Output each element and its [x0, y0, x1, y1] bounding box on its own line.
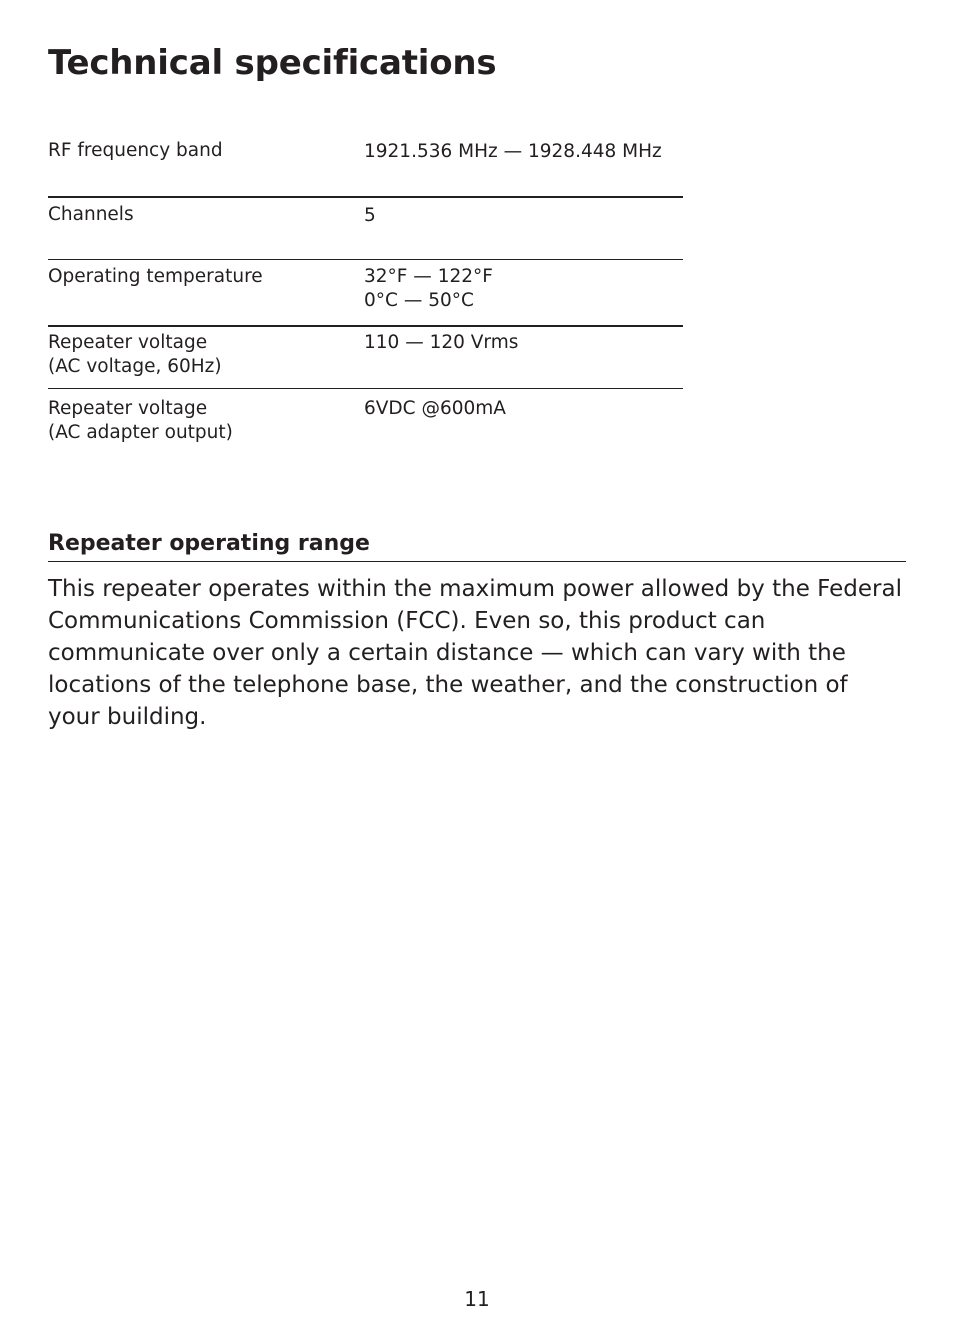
spec-value: 32°F — 122°F 0°C — 50°C: [364, 266, 493, 311]
spec-label: Repeater voltage (AC voltage, 60Hz): [48, 332, 222, 377]
spec-label: Repeater voltage (AC adapter output): [48, 398, 233, 443]
section-heading: Repeater operating range: [48, 528, 906, 562]
spec-value: 1921.536 MHz — 1928.448 MHz: [364, 141, 662, 162]
spec-value: 110 — 120 Vrms: [364, 332, 519, 353]
spec-label: RF frequency band: [48, 140, 223, 161]
spec-table: [48, 130, 683, 454]
spec-row-repeater-voltage-ac: [48, 325, 683, 388]
spec-label: Operating temperature: [48, 266, 263, 287]
page-title: Technical specifications: [48, 43, 497, 83]
body-paragraph: This repeater operates within the maximum power allowed by the Federal Communications Commission (FCC). Even so, this product can communicate over only a certain distance — which can vary with the locations of the telephone base, the weather, and the construction of your building.: [48, 576, 902, 730]
spec-label: Channels: [48, 204, 134, 225]
spec-row-repeater-voltage-adapter: [48, 388, 683, 454]
spec-row-channels: [48, 196, 683, 259]
spec-row-operating-temperature: [48, 259, 683, 325]
spec-value: 5: [364, 205, 376, 226]
page-number: 11: [464, 1287, 490, 1311]
spec-value: 6VDC @600mA: [364, 398, 506, 419]
spec-row-rf-frequency-band: [48, 130, 683, 196]
